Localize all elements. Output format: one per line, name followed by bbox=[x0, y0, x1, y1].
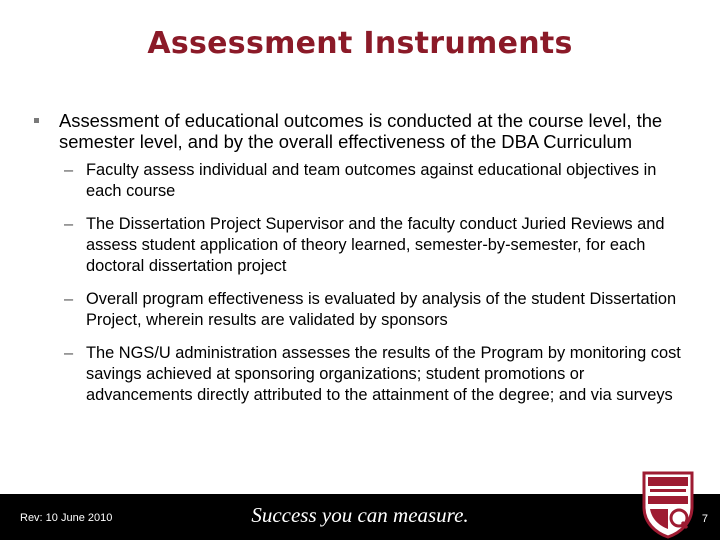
main-bullet bbox=[32, 110, 692, 152]
dash-marker: – bbox=[64, 344, 74, 362]
sub-bullet bbox=[32, 343, 692, 406]
sub-bullet-text: The Dissertation Project Supervisor and the faculty conduct Juried Reviews and assess student application of theory learned, semester-by-semester, for each doctoral dissertation project bbox=[86, 215, 665, 275]
sub-bullet-text: Overall program effectiveness is evaluated by analysis of the student Dissertation Project, wherein results are validated by sponsors bbox=[86, 290, 677, 329]
main-bullet-text: Assessment of educational outcomes is conducted at the course level, the semester level, and by the overall effectiveness of the DBA Curriculum bbox=[59, 110, 663, 152]
dash-marker: – bbox=[64, 215, 74, 233]
tagline: Success you can measure. bbox=[251, 503, 469, 527]
slide-content bbox=[32, 110, 692, 406]
sub-bullet bbox=[32, 160, 692, 202]
university-shield-logo-icon bbox=[640, 469, 696, 539]
revision-date: Rev: 10 June 2010 bbox=[20, 512, 113, 524]
sub-bullet-text: Faculty assess individual and team outcomes against educational objectives in each course bbox=[86, 161, 657, 200]
page-number: 7 bbox=[701, 513, 708, 525]
slide-title: Assessment Instruments bbox=[147, 26, 573, 61]
square-bullet-icon bbox=[34, 118, 39, 123]
sub-bullet bbox=[32, 289, 692, 331]
footer-bar bbox=[0, 494, 720, 540]
dash-marker: – bbox=[64, 290, 74, 308]
sub-bullet bbox=[32, 214, 692, 277]
dash-marker: – bbox=[64, 161, 74, 179]
sub-bullet-text: The NGS/U administration assesses the results of the Program by monitoring cost savings achieved at sponsoring organizations; student promotions or advancements directly attributed to the attainment of the degree; and via surveys bbox=[86, 344, 681, 404]
